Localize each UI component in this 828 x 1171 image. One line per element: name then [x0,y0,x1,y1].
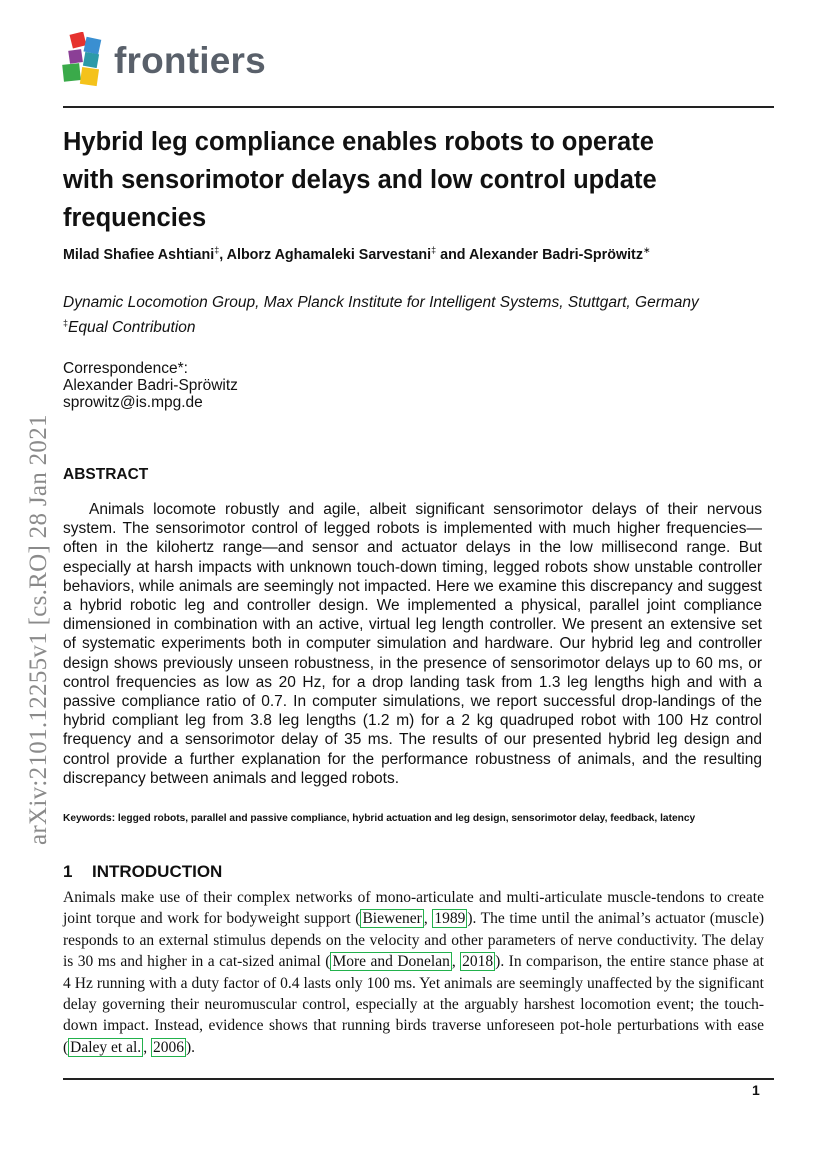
body-text: ). [185,1038,195,1056]
paper-title: Hybrid leg compliance enables robots to operate with sensorimotor delays and low control update frequencies [63,128,657,232]
page-number: 1 [752,1082,760,1098]
author-separator: , [219,247,227,263]
keywords: Keywords: legged robots, parallel and passive compliance, hybrid actuation and leg design, sensorimotor delay, feedback, latency [63,813,696,824]
body-text: Animals make use of their complex networks of mono-articulate and multi-articulate muscle-tendons to create joint torque and work for bodyweight support ( [63,889,764,928]
correspondence-name: Alexander Badri-Spröwitz [63,377,238,394]
citation-year-link[interactable]: 2018 [462,953,494,971]
author-list [63,238,703,267]
citation-link[interactable]: Biewener [362,910,422,928]
equal-contribution-note [63,313,743,338]
arxiv-identifier-stamp: arXiv:2101.12255v1 [cs.RO] 28 Jan 2021 [25,414,52,845]
corresponding-author-mark: ∗ [642,245,651,255]
section-title: INTRODUCTION [92,862,223,881]
body-text: ). In comparison, the entire stance phase at 4 Hz running with a duty factor of 0.4 lasts only 100 ms. Yet animals are seemingly unaffected by the significant delay governing their neuromuscular control, especially at the arguably harshest locomotion event; the touch-down impact. Instead, evidence shows that running birds traverse unforeseen pot-hole perturbations with ease ( [63,953,764,1056]
header-rule [63,106,774,108]
introduction-paragraph [63,887,764,1058]
abstract-heading: ABSTRACT [63,466,149,483]
body-text: ). The time until the animal’s actuator (muscle) responds to an external stimulus depends on the velocity and other parameters of nerve conductivity. The delay is 30 ms and higher in a cat-sized animal ( [63,910,764,971]
affiliation-block [63,293,743,338]
citation-year-link[interactable]: 1989 [434,910,466,928]
abstract-text: Animals locomote robustly and agile, albeit significant sensorimotor delays of their nervous system. The sensorimotor control of legged robots is implemented with much higher frequencies—often in the kilohertz range—and sensor and actuator delays in the low millisecond range. But especially at harsh impacts with unknown touch-down timing, legged robots show unstable controller behaviors, while animals are seemingly not impacted. Here we examine this discrepancy and suggest a hybrid robotic leg and controller design. We implemented a physical, parallel joint compliance dimensioned in combination with an active, virtual leg length controller. We present an extensive set of systematic experiments both in computer simulation and hardware. Our hybrid leg and controller design shows previously unseen robustness, in the presence of sensorimotor delays up to 60 ms, or control frequencies as low as 20 Hz, for a drop landing task from 1.3 leg lengths high and with a passive compliance ratio of 0.7. In computer simulations, we report successful drop-landings of the hybrid compliant leg from 3.8 leg lengths (1.2 m) for a 2 kg quadruped robot with 100 Hz control frequency and a sensorimotor delay of 35 ms. The results of our presented hybrid leg design and control provide a further explanation for the performance robustness of animals, and the resulting discrepancy between animals and legged robots. [63,501,762,787]
citation-separator: , [423,910,433,928]
correspondence-block [63,360,238,411]
citation-year-link[interactable]: 2006 [152,1038,184,1056]
correspondence-email[interactable]: sprowitz@is.mpg.de [63,394,203,411]
journal-logo [62,32,272,92]
equal-contribution-mark: ‡ [431,245,437,255]
equal-contribution-note-text: Equal Contribution [68,319,196,336]
author-name: Alborz Aghamaleki Sarvestani [226,247,432,263]
footer-rule [63,1078,774,1080]
citation-separator: , [451,953,461,971]
citation-link[interactable]: More and Donelan [332,953,450,971]
citation-link[interactable]: Daley et al. [70,1038,142,1056]
author-separator: and [436,247,469,263]
citation-separator: , [143,1038,151,1056]
section-number: 1 [63,862,73,881]
equal-contribution-mark: ‡ [214,245,220,255]
section-heading-introduction [63,862,222,882]
correspondence-label: Correspondence*: [63,360,188,377]
journal-logo-text: frontiers [114,40,266,81]
author-name: Milad Shafiee Ashtiani [63,247,215,263]
affiliation-line: Dynamic Locomotion Group, Max Planck Institute for Intelligent Systems, Stuttgart, Germany [63,294,699,311]
frontiers-logo-mark [62,32,108,88]
equal-contribution-note-mark: ‡ [63,318,69,328]
author-name: Alexander Badri-Spröwitz [468,247,643,263]
